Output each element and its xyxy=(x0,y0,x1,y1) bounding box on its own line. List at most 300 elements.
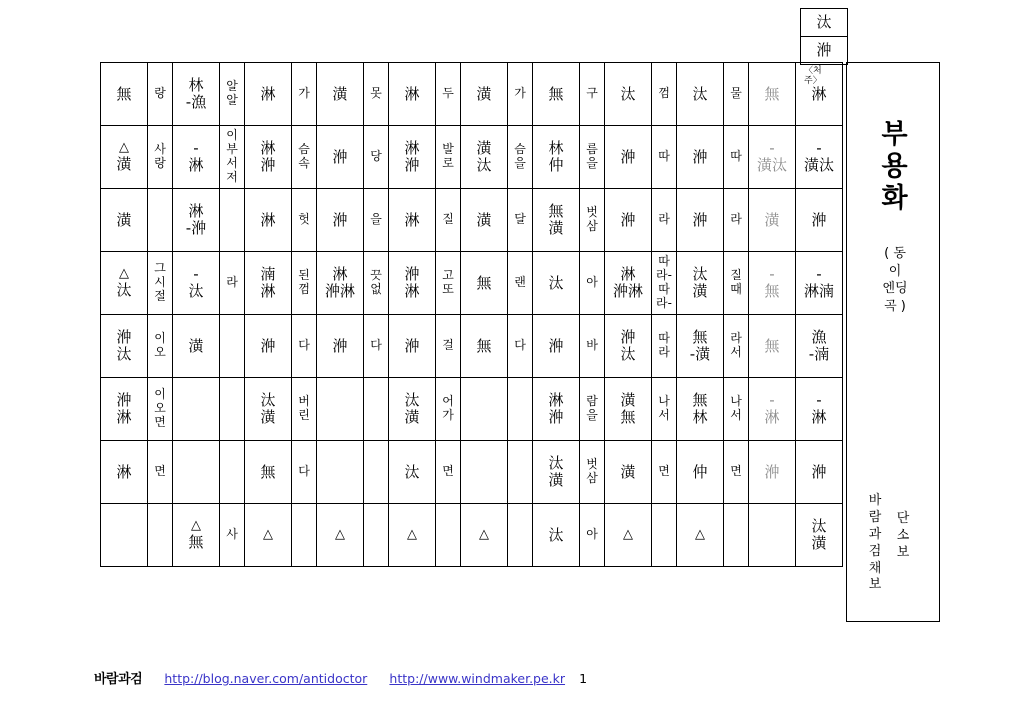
note-cell xyxy=(245,63,292,126)
title-panel xyxy=(846,62,940,622)
lyric-cell xyxy=(580,63,605,126)
lyric-cell xyxy=(292,63,317,126)
lyric-text: 라 xyxy=(658,345,670,359)
notation-grid-body xyxy=(101,63,843,567)
note-text: △ xyxy=(119,266,129,282)
note-text: 淋 xyxy=(260,282,276,300)
lyric-text: 버 xyxy=(298,394,310,409)
note-cell xyxy=(796,441,843,504)
note-text: 淋 xyxy=(260,210,276,229)
note-cell xyxy=(101,63,148,126)
note-cell xyxy=(605,378,652,441)
empty-cell xyxy=(173,378,220,441)
note-text: 㳞 xyxy=(816,41,832,60)
lyric-text: 껌 xyxy=(298,282,310,296)
lyric-cell xyxy=(292,441,317,504)
lyric-text: 벗 xyxy=(586,457,598,472)
note-cell xyxy=(389,252,436,315)
note-cell xyxy=(605,126,652,189)
lyric-cell xyxy=(220,126,245,189)
note-cell xyxy=(533,126,580,189)
lyric-text: 때 xyxy=(730,282,742,296)
lyric-cell xyxy=(148,315,173,378)
note-text: 淋 xyxy=(620,265,636,284)
note-cell xyxy=(101,252,148,315)
table-row xyxy=(101,504,843,567)
note-text: 淋 xyxy=(404,282,420,300)
note-cell xyxy=(677,504,724,567)
lyric-text: 그 xyxy=(154,261,166,276)
lyric-cell xyxy=(148,441,173,504)
note-text: 潢 xyxy=(548,219,564,237)
note-text: 㳞 xyxy=(332,336,348,355)
note-cell xyxy=(389,315,436,378)
note-cell xyxy=(317,252,364,315)
note-text: △ xyxy=(407,526,417,542)
note-text: △ xyxy=(335,526,345,542)
note-text: △ xyxy=(695,526,705,542)
note-text: 㳞 xyxy=(260,336,276,355)
note-cell xyxy=(317,504,364,567)
lyric-cell xyxy=(364,378,389,441)
note-cell xyxy=(749,126,796,189)
note-cell xyxy=(317,189,364,252)
footer-brand: 바람과검 xyxy=(94,672,143,687)
note-text: 汰 xyxy=(116,345,132,363)
note-cell xyxy=(317,126,364,189)
lyric-cell xyxy=(436,441,461,504)
note-cell xyxy=(101,441,148,504)
note-text: 汰 xyxy=(548,273,564,292)
lyric-cell xyxy=(436,378,461,441)
note-cell xyxy=(461,189,508,252)
note-cell xyxy=(245,189,292,252)
lyric-text: 없 xyxy=(370,282,382,296)
note-cell xyxy=(173,126,220,189)
note-cell xyxy=(749,63,796,126)
note-text: △ xyxy=(263,526,273,542)
note-text: 潢 xyxy=(476,84,492,103)
note-cell xyxy=(245,315,292,378)
lyric-text: 당 xyxy=(370,149,382,164)
top-stub-cell xyxy=(801,37,848,65)
note-cell xyxy=(245,126,292,189)
lyric-cell xyxy=(292,189,317,252)
note-text: 湳 xyxy=(260,265,276,284)
lyric-cell xyxy=(724,504,749,567)
lyric-cell xyxy=(292,504,317,567)
note-text: 潢 xyxy=(260,408,276,426)
lyric-cell xyxy=(652,315,677,378)
lyric-text: 다 xyxy=(298,338,310,353)
note-cell xyxy=(101,378,148,441)
note-text: 淋 xyxy=(260,139,276,158)
note-cell xyxy=(796,252,843,315)
note-text: 汰 xyxy=(116,280,132,299)
note-text: 潢 xyxy=(620,462,636,481)
note-text: 無 xyxy=(476,336,492,355)
lyric-cell xyxy=(652,63,677,126)
lyric-text: 사 xyxy=(226,527,238,542)
note-text: 㳞 xyxy=(548,336,564,355)
lyric-cell xyxy=(508,378,533,441)
table-row xyxy=(101,252,843,315)
note-text: 無 xyxy=(692,328,708,347)
page-number: 1 xyxy=(579,671,588,686)
note-text: - xyxy=(816,265,822,284)
lyric-text: 알 xyxy=(226,93,238,107)
note-text: 淋 xyxy=(404,84,420,103)
note-text: 無 xyxy=(764,84,780,103)
note-text: - xyxy=(769,139,775,158)
note-cell xyxy=(796,126,843,189)
note-cell xyxy=(173,504,220,567)
lyric-text: 사 xyxy=(154,142,166,157)
lyric-text: 가 xyxy=(298,86,310,101)
footer-link-homepage[interactable]: http://www.windmaker.pe.kr xyxy=(389,671,566,686)
jeongganbo-score xyxy=(100,4,938,624)
lyric-text: 달 xyxy=(514,212,526,227)
table-row xyxy=(101,378,843,441)
lyric-cell xyxy=(220,252,245,315)
note-text: 㳞 xyxy=(332,210,348,229)
note-cell xyxy=(173,189,220,252)
lyric-text: 아 xyxy=(586,275,598,290)
lyric-text: 면 xyxy=(154,464,166,479)
credit-instrument: 단소보 xyxy=(896,511,910,560)
note-text: 淋 xyxy=(811,84,827,103)
note-cell xyxy=(677,126,724,189)
note-cell xyxy=(677,378,724,441)
lyric-text: 된 xyxy=(298,268,310,283)
note-cell xyxy=(749,189,796,252)
note-text: 潢 xyxy=(188,336,204,355)
lyric-text: 바 xyxy=(586,338,598,353)
note-text: 淋 xyxy=(188,202,204,221)
lyric-cell xyxy=(220,189,245,252)
note-text: 淋 xyxy=(116,462,132,481)
table-row xyxy=(801,9,848,37)
note-text: 㳞淋 xyxy=(612,282,643,300)
note-text: -湳 xyxy=(808,345,830,363)
note-text: 淋 xyxy=(332,265,348,284)
lyric-cell xyxy=(508,189,533,252)
note-text: 㳞 xyxy=(404,265,420,284)
lyric-cell xyxy=(652,441,677,504)
lyric-text: 이 xyxy=(226,128,238,143)
lyric-cell xyxy=(436,504,461,567)
lyric-text: 면 xyxy=(658,464,670,479)
lyric-text: 또 xyxy=(442,282,454,296)
lyric-text: 절 xyxy=(154,288,166,303)
note-cell xyxy=(677,441,724,504)
lyric-cell xyxy=(436,315,461,378)
note-cell xyxy=(317,63,364,126)
table-row xyxy=(101,189,843,252)
lyric-text: 물 xyxy=(730,86,742,101)
lyric-text: 나 xyxy=(730,394,742,409)
lyric-text: 을 xyxy=(586,156,598,170)
note-cell xyxy=(605,315,652,378)
lyric-text: 어 xyxy=(442,394,454,409)
lyric-cell xyxy=(220,63,245,126)
note-text: 無 xyxy=(764,336,780,355)
note-text: 汰 xyxy=(404,462,420,481)
note-text: 淋 xyxy=(548,391,564,410)
empty-cell xyxy=(101,504,148,567)
lyric-cell xyxy=(724,441,749,504)
lyric-cell xyxy=(436,63,461,126)
note-cell xyxy=(796,504,843,567)
lyric-cell xyxy=(724,315,749,378)
lyric-text: 질 xyxy=(442,212,454,227)
lyric-cell xyxy=(148,63,173,126)
note-text: - xyxy=(816,139,822,158)
note-cell xyxy=(317,315,364,378)
note-text: 漁 xyxy=(811,328,827,347)
note-cell xyxy=(749,378,796,441)
note-text: 潢 xyxy=(692,282,708,300)
lyric-text: 헛 xyxy=(298,212,310,227)
lyric-cell xyxy=(220,315,245,378)
lyric-text: 오 xyxy=(154,345,166,359)
note-cell xyxy=(605,63,652,126)
lyric-text: 못 xyxy=(370,86,382,101)
lyric-cell xyxy=(652,126,677,189)
note-text: 淋 xyxy=(404,139,420,158)
note-text: - xyxy=(816,391,822,410)
table-row xyxy=(101,126,843,189)
note-text: 無 xyxy=(620,408,636,426)
lyric-text: 랑 xyxy=(154,156,166,170)
lyric-cell xyxy=(436,189,461,252)
lyric-text: 을 xyxy=(514,156,526,170)
lyric-text: 시 xyxy=(154,275,166,290)
note-cell xyxy=(389,441,436,504)
note-text: 㳞 xyxy=(620,210,636,229)
table-row xyxy=(101,441,843,504)
lyric-cell xyxy=(508,315,533,378)
lyric-text: 구 xyxy=(586,86,598,101)
lyric-text: 따 xyxy=(658,149,670,164)
note-cell xyxy=(533,315,580,378)
note-text: 潢 xyxy=(116,210,132,229)
lyric-cell xyxy=(364,126,389,189)
lyric-text: 속 xyxy=(298,156,310,170)
note-text: 潢 xyxy=(548,471,564,489)
note-text: 㳞 xyxy=(692,210,708,229)
lyric-text: 따라- xyxy=(656,254,672,283)
lyric-text: 다 xyxy=(298,464,310,479)
lyric-text: 면 xyxy=(154,414,166,429)
note-cell xyxy=(677,189,724,252)
empty-cell xyxy=(749,504,796,567)
lyric-cell xyxy=(292,126,317,189)
lyric-cell xyxy=(364,315,389,378)
note-cell xyxy=(101,189,148,252)
note-text: - xyxy=(769,391,775,410)
lyric-text: 따 xyxy=(658,331,670,346)
top-stub-table xyxy=(800,8,848,65)
note-text: - xyxy=(193,139,199,158)
notation-grid xyxy=(100,62,843,567)
lyric-text: 을 xyxy=(586,408,598,422)
note-text: 㳞 xyxy=(620,328,636,347)
lyric-cell xyxy=(364,63,389,126)
note-text: 潢汰 xyxy=(756,156,787,174)
note-text: -潢 xyxy=(689,345,711,363)
lyric-text: 다 xyxy=(370,338,382,353)
note-cell xyxy=(605,504,652,567)
lyric-text: 벗 xyxy=(586,205,598,220)
empty-cell xyxy=(461,441,508,504)
top-stub-cell xyxy=(801,9,848,37)
lyric-cell xyxy=(436,126,461,189)
lyric-cell xyxy=(436,252,461,315)
note-text: 無 xyxy=(188,532,204,551)
note-cell xyxy=(389,189,436,252)
empty-cell xyxy=(317,378,364,441)
top-stub-body xyxy=(801,9,848,65)
lyric-cell xyxy=(220,378,245,441)
note-text: 汰 xyxy=(188,282,204,300)
note-text: 㳞 xyxy=(620,147,636,166)
note-text: 仲 xyxy=(548,156,564,174)
note-cell xyxy=(389,126,436,189)
note-text: 汰 xyxy=(811,517,827,536)
note-text: 㳞 xyxy=(811,210,827,229)
lyric-text: 고 xyxy=(442,268,454,283)
lyric-text: 랜 xyxy=(514,275,526,290)
lyric-text: 가 xyxy=(514,86,526,101)
lyric-text: 을 xyxy=(370,212,382,227)
lyric-text: 슴 xyxy=(298,142,310,157)
note-text: 林 xyxy=(548,139,564,158)
note-cell xyxy=(605,441,652,504)
page-subtitle: ( 동이 엔딩곡 ) xyxy=(882,246,908,314)
note-text: -漁 xyxy=(185,93,207,111)
lyric-cell xyxy=(292,315,317,378)
lyric-cell xyxy=(652,378,677,441)
note-cell xyxy=(101,315,148,378)
lyric-text: 아 xyxy=(586,527,598,542)
note-cell xyxy=(605,189,652,252)
note-text: 㳞 xyxy=(692,147,708,166)
note-text: 仲 xyxy=(692,462,708,481)
note-cell xyxy=(245,504,292,567)
credit-arranger: 바람과검 채보 xyxy=(868,493,882,593)
note-text: 林 xyxy=(188,76,204,95)
note-cell xyxy=(677,252,724,315)
note-text: - xyxy=(193,265,199,284)
table-row xyxy=(101,315,843,378)
lyric-text: 삼 xyxy=(586,471,598,485)
lyric-cell xyxy=(580,315,605,378)
note-text: 潢 xyxy=(404,408,420,426)
note-cell xyxy=(749,315,796,378)
lyric-text: 린 xyxy=(298,408,310,422)
note-cell xyxy=(533,63,580,126)
lyric-cell xyxy=(724,63,749,126)
note-cell xyxy=(533,252,580,315)
note-cell xyxy=(749,252,796,315)
lyric-text: 면 xyxy=(442,464,454,479)
note-text: 㳞 xyxy=(116,391,132,410)
lyric-cell xyxy=(148,378,173,441)
lyric-text: 부 xyxy=(226,142,238,157)
note-cell xyxy=(605,252,652,315)
note-text: 汰 xyxy=(620,84,636,103)
note-text: 㳞 xyxy=(404,156,420,174)
note-cell xyxy=(677,63,724,126)
note-cell xyxy=(461,315,508,378)
note-text: 淋 xyxy=(116,408,132,426)
lyric-cell xyxy=(508,252,533,315)
note-cell xyxy=(796,378,843,441)
note-text: 潢 xyxy=(620,391,636,410)
note-cell xyxy=(101,126,148,189)
note-text: 㳞 xyxy=(260,156,276,174)
lyric-cell xyxy=(652,189,677,252)
note-cell xyxy=(533,189,580,252)
note-text: 㳞 xyxy=(116,328,132,347)
note-text: 無 xyxy=(116,84,132,103)
lyric-cell xyxy=(580,441,605,504)
lyric-cell xyxy=(292,378,317,441)
note-text: 淋 xyxy=(764,408,780,426)
lyric-text: 서 xyxy=(730,408,742,422)
lyric-cell xyxy=(220,504,245,567)
lyric-text: 나 xyxy=(658,394,670,409)
note-text: 㳞淋 xyxy=(324,282,355,300)
lyric-cell xyxy=(652,504,677,567)
note-text: 潢汰 xyxy=(803,156,834,174)
lyric-cell xyxy=(580,378,605,441)
lyric-cell xyxy=(724,126,749,189)
note-text: △ xyxy=(623,526,633,542)
lyric-text: 로 xyxy=(442,156,454,170)
note-cell xyxy=(533,504,580,567)
note-text: 無 xyxy=(764,282,780,300)
table-row xyxy=(801,37,848,65)
chapter-mark: 〈처주〉 xyxy=(804,66,822,87)
lyric-cell xyxy=(508,63,533,126)
lyric-text: 질 xyxy=(730,268,742,283)
note-text: 潢 xyxy=(476,210,492,229)
lyric-text: 알 xyxy=(226,79,238,94)
lyric-cell xyxy=(364,189,389,252)
lyric-cell xyxy=(148,189,173,252)
note-cell xyxy=(389,378,436,441)
note-text: 㳞 xyxy=(548,408,564,426)
note-cell xyxy=(173,252,220,315)
note-text: 汰 xyxy=(260,391,276,410)
note-text: 汰 xyxy=(692,265,708,284)
lyric-cell xyxy=(580,252,605,315)
note-cell xyxy=(796,189,843,252)
lyric-text: 저 xyxy=(226,169,238,184)
note-cell xyxy=(461,252,508,315)
note-text: 㳞 xyxy=(404,336,420,355)
footer-link-blog[interactable]: http://blog.naver.com/antidoctor xyxy=(164,671,368,686)
note-cell xyxy=(245,252,292,315)
note-cell xyxy=(389,504,436,567)
note-text: - xyxy=(769,265,775,284)
note-cell xyxy=(749,441,796,504)
note-cell xyxy=(796,315,843,378)
lyric-cell xyxy=(652,252,677,315)
note-text: △ xyxy=(479,526,489,542)
